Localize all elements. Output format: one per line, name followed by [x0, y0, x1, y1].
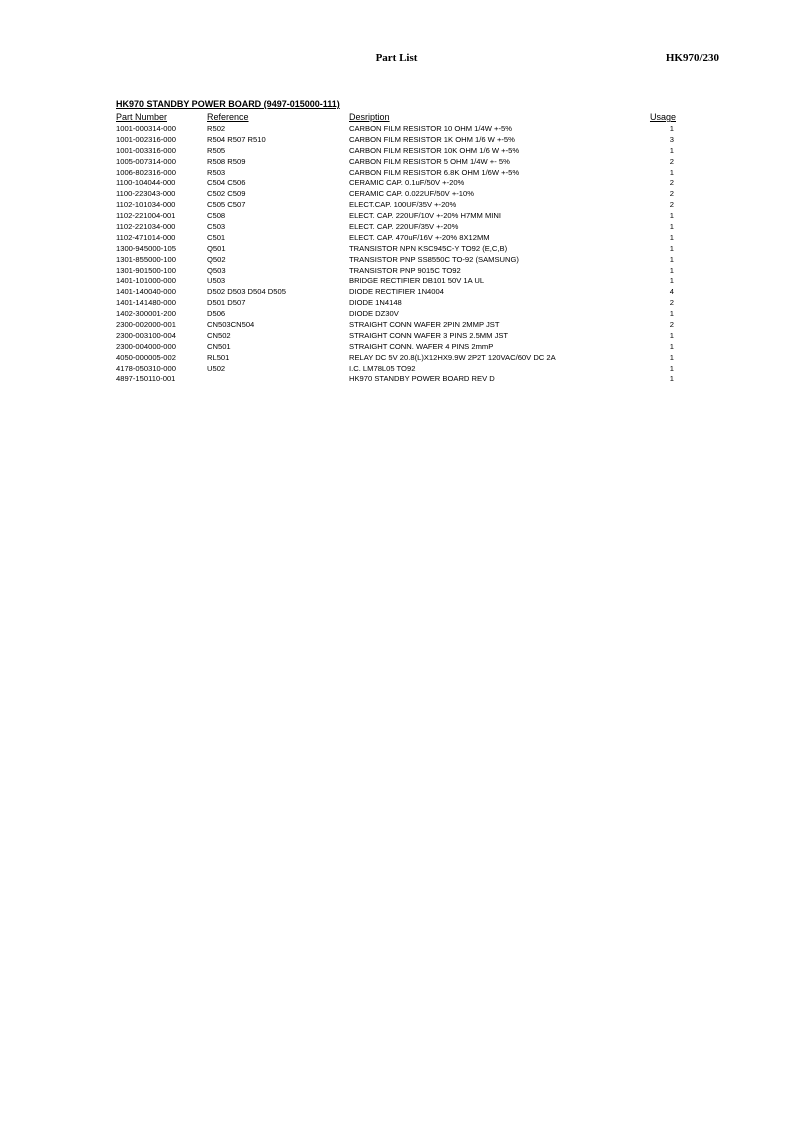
table-row — [116, 233, 676, 244]
description-cell: STRAIGHT CONN WAFER 3 PINS 2.5MM JST — [349, 330, 509, 340]
table-row — [116, 374, 676, 385]
usage-cell: 2 — [669, 178, 674, 188]
part-number-cell: 2300-004000-000 — [116, 341, 176, 351]
part-number-cell: 1102-101034-000 — [116, 200, 176, 210]
part-number-cell: 4050-000005-002 — [116, 352, 176, 362]
usage-cell: 2 — [669, 189, 674, 199]
description-cell: HK970 STANDBY POWER BOARD REV D — [349, 374, 495, 384]
usage-cell: 1 — [669, 341, 674, 351]
parts-table — [116, 111, 676, 385]
part-number-cell: 1401-140040-000 — [116, 287, 176, 297]
part-number-cell: 1102-221004-001 — [116, 211, 176, 221]
part-number-cell: 1300-945000-105 — [116, 243, 176, 253]
page-title: Part List — [375, 52, 418, 64]
description-cell: ELECT. CAP. 220UF/35V +-20% — [349, 222, 459, 232]
reference-cell: CN501 — [207, 341, 231, 351]
usage-cell: 1 — [669, 145, 674, 155]
reference-cell: C503 — [207, 222, 226, 232]
description-cell: RELAY DC 5V 20.8(L)X12HX9.9W 2P2T 120VAC/60V DC 2A — [349, 352, 556, 362]
part-number-cell: 1001-002316-000 — [116, 134, 176, 144]
usage-cell: 1 — [669, 276, 674, 286]
part-number-cell: 1005-007314-000 — [116, 156, 176, 166]
description-cell: DIODE 1N4148 — [349, 298, 402, 308]
part-number-cell: 1006-802316-000 — [116, 167, 176, 177]
usage-cell: 4 — [669, 287, 674, 297]
table-row — [116, 320, 676, 331]
usage-cell: 2 — [669, 156, 674, 166]
table-row — [116, 287, 676, 298]
table-row — [116, 146, 676, 157]
part-number-cell: 4178-050310-000 — [116, 363, 176, 373]
table-row — [116, 244, 676, 255]
usage-cell: 2 — [669, 320, 674, 330]
reference-cell: C502 C509 — [207, 189, 246, 199]
reference-cell: R504 R507 R510 — [207, 134, 266, 144]
description-cell: CARBON FILM RESISTOR 6.8K OHM 1/6W +-5% — [349, 167, 520, 177]
table-row — [116, 189, 676, 200]
description-cell: CARBON FILM RESISTOR 5 OHM 1/4W +- 5% — [349, 156, 510, 166]
usage-cell: 1 — [669, 363, 674, 373]
usage-cell: 1 — [669, 265, 674, 275]
reference-cell: Q502 — [207, 254, 226, 264]
description-cell: CERAMIC CAP. 0.022UF/50V +-10% — [349, 189, 474, 199]
description-cell: CARBON FILM RESISTOR 1K OHM 1/6 W +-5% — [349, 134, 515, 144]
description-cell: CARBON FILM RESISTOR 10K OHM 1/6 W +-5% — [349, 145, 520, 155]
table-row — [116, 124, 676, 135]
description-cell: CARBON FILM RESISTOR 10 OHM 1/4W +-5% — [349, 124, 512, 133]
part-number-cell: 2300-002000-001 — [116, 320, 176, 330]
description-cell: TRANSISTOR PNP SS8550C TO-92 (SAMSUNG) — [349, 254, 519, 264]
table-row — [116, 353, 676, 364]
reference-cell: D502 D503 D504 D505 — [207, 287, 286, 297]
reference-cell: D501 D507 — [207, 298, 246, 308]
part-number-cell: 1401-101000-000 — [116, 276, 176, 286]
reference-cell: R503 — [207, 167, 226, 177]
description-cell: I.C. LM78L05 TO92 — [349, 363, 416, 373]
part-number-cell: 1401-141480-000 — [116, 298, 176, 308]
table-header-row — [116, 111, 676, 124]
part-number-cell: 1100-104044-000 — [116, 178, 176, 188]
description-cell: DIODE DZ30V — [349, 309, 399, 319]
usage-cell: 1 — [669, 124, 674, 133]
usage-cell: 2 — [669, 200, 674, 210]
column-header-usage: Usage — [649, 112, 676, 122]
part-number-cell: 1301-855000-100 — [116, 254, 176, 264]
part-number-cell: 1001-003316-000 — [116, 145, 176, 155]
usage-cell: 1 — [669, 211, 674, 221]
reference-cell: R502 — [207, 124, 226, 133]
reference-cell: D506 — [207, 309, 226, 319]
description-cell: TRANSISTOR PNP 9015C TO92 — [349, 265, 461, 275]
reference-cell: C505 C507 — [207, 200, 246, 210]
part-number-cell: 1102-471014-000 — [116, 232, 176, 242]
usage-cell: 1 — [669, 309, 674, 319]
part-number-cell: 1102-221034-000 — [116, 222, 176, 232]
reference-cell: R508 R509 — [207, 156, 246, 166]
part-number-cell: 1100-223043-000 — [116, 189, 176, 199]
table-row — [116, 255, 676, 266]
reference-cell: CN503CN504 — [207, 320, 255, 330]
usage-cell: 3 — [669, 134, 674, 144]
description-cell: TRANSISTOR NPN KSC945C-Y TO92 (E,C,B) — [349, 243, 508, 253]
table-row — [116, 200, 676, 211]
table-row — [116, 331, 676, 342]
section-title: HK970 STANDBY POWER BOARD (9497-015000-111) — [116, 99, 340, 109]
table-row — [116, 309, 676, 320]
part-number-cell: 4897-150110-001 — [116, 374, 176, 384]
table-row — [116, 168, 676, 179]
usage-cell: 1 — [669, 222, 674, 232]
usage-cell: 2 — [669, 298, 674, 308]
reference-cell: Q501 — [207, 243, 226, 253]
description-cell: STRAIGHT CONN. WAFER 4 PINS 2mmP — [349, 341, 494, 351]
reference-cell: C501 — [207, 232, 226, 242]
table-row — [116, 178, 676, 189]
reference-cell: U502 — [207, 363, 226, 373]
usage-cell: 1 — [669, 374, 674, 384]
column-header-reference: Reference — [207, 112, 249, 122]
part-number-cell: 2300-003100-004 — [116, 330, 176, 340]
model-number: HK970/230 — [665, 52, 719, 64]
part-number-cell: 1301-901500-100 — [116, 265, 176, 275]
description-cell: ELECT.CAP. 100UF/35V +-20% — [349, 200, 457, 210]
column-header-description: Desription — [349, 112, 390, 122]
table-row — [116, 135, 676, 146]
table-row — [116, 364, 676, 375]
description-cell: ELECT. CAP. 220UF/10V +-20% H7MM MINI — [349, 211, 501, 221]
table-row — [116, 222, 676, 233]
reference-cell: R505 — [207, 145, 226, 155]
table-row — [116, 211, 676, 222]
table-row — [116, 298, 676, 309]
table-row — [116, 276, 676, 287]
usage-cell: 1 — [669, 254, 674, 264]
reference-cell: C504 C506 — [207, 178, 246, 188]
table-row — [116, 157, 676, 168]
usage-cell: 1 — [669, 232, 674, 242]
usage-cell: 1 — [669, 330, 674, 340]
description-cell: ELECT. CAP. 470uF/16V +-20% 8X12MM — [349, 232, 490, 242]
part-number-cell: 1402-300001-200 — [116, 309, 176, 319]
column-header-part-number: Part Number — [116, 112, 168, 122]
reference-cell: CN502 — [207, 330, 231, 340]
usage-cell: 1 — [669, 243, 674, 253]
reference-cell: Q503 — [207, 265, 226, 275]
description-cell: DIODE RECTIFIER 1N4004 — [349, 287, 444, 297]
description-cell: STRAIGHT CONN WAFER 2PIN 2MMP JST — [349, 320, 500, 330]
reference-cell: RL501 — [207, 352, 230, 362]
usage-cell: 1 — [669, 352, 674, 362]
table-body — [116, 124, 676, 385]
description-cell: CERAMIC CAP. 0.1uF/50V +-20% — [349, 178, 465, 188]
description-cell: BRIDGE RECTIFIER DB101 50V 1A UL — [349, 276, 485, 286]
table-row — [116, 266, 676, 277]
reference-cell: U503 — [207, 276, 226, 286]
table-row — [116, 342, 676, 353]
usage-cell: 1 — [669, 167, 674, 177]
reference-cell: C508 — [207, 211, 226, 221]
part-number-cell: 1001-000314-000 — [116, 124, 176, 133]
